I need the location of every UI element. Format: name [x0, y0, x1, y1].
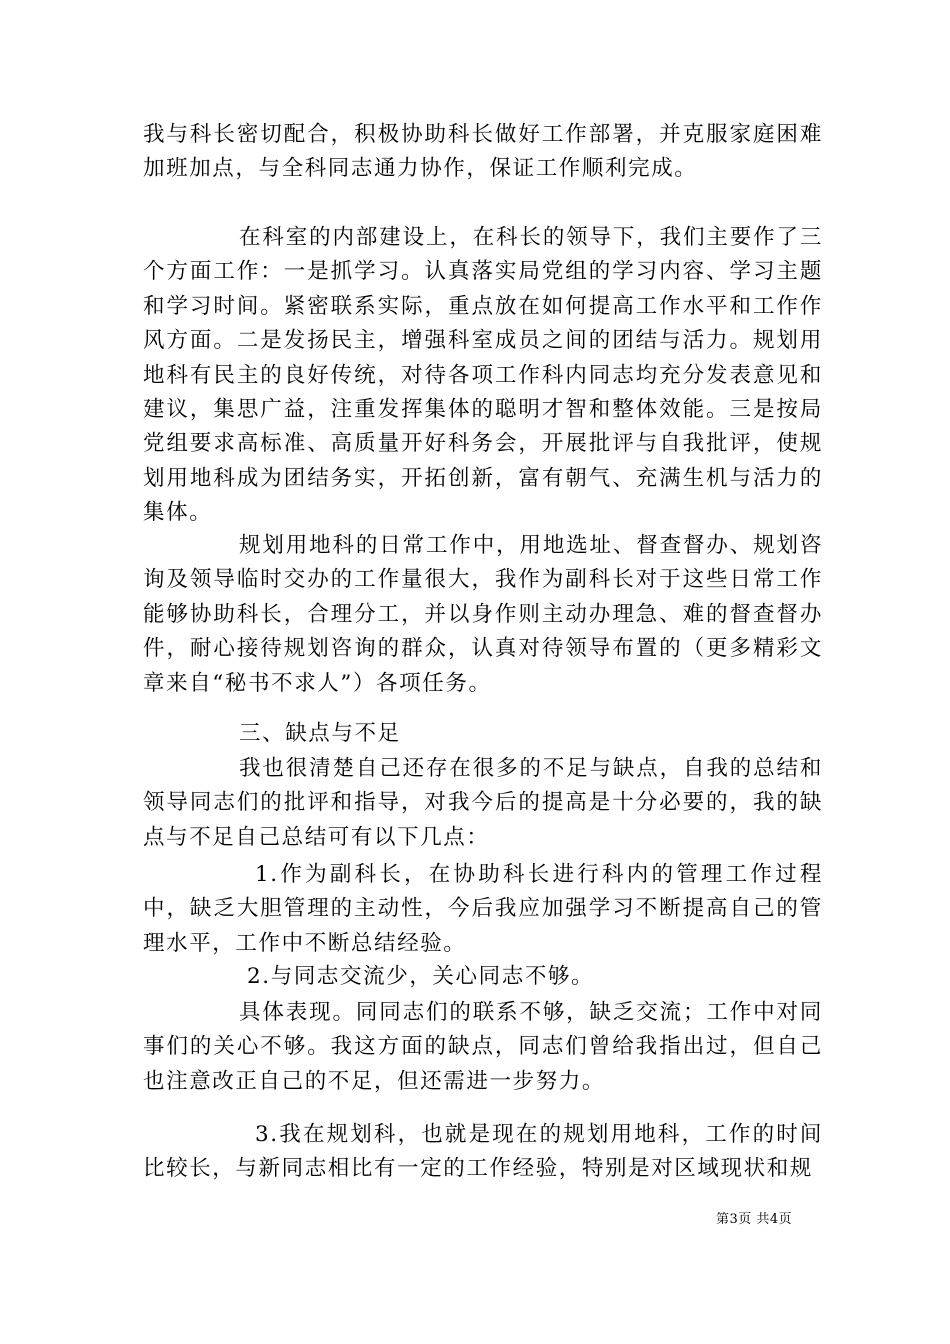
paragraph: 在科室的内部建设上，在科长的领导下，我们主要作了三个方面工作：一是抓学习。认真落实局党组的学习内容、学习主题和学习时间。紧密联系实际，重点放在如何提高工作水平和工作作风方面。二是发扬民主，增强科室成员之间的团结与活力。规划用地科有民主的良好传统，对待各项工作科内同志均充分发表意见和建议，集思广益，注重发挥集体的聪明才智和整体效能。三是按局党组要求高标准、高质量开好科务会，开展批评与自我批评，使规划用地科成为团结务实，开拓创新，富有朝气、充满生机与活力的集体。 — [143, 225, 823, 526]
paragraph: 我与科长密切配合，积极协助科长做好工作部署，并克服家庭困难加班加点，与全科同志通力协作，保证工作顺利完成。 — [143, 122, 823, 182]
list-item: 1.作为副科长，在协助科长进行科内的管理工作过程中，缺乏大胆管理的主动性，今后我应加强学习不断提高自己的管理水平，工作中不断总结经验。 — [143, 862, 823, 956]
list-item-2 — [143, 960, 823, 994]
section-heading — [143, 717, 823, 751]
paragraph-continuation — [143, 118, 823, 187]
paragraph-daily-work — [143, 529, 823, 701]
list-item-1 — [143, 858, 823, 961]
paragraph: 我也很清楚自己还存在很多的不足与缺点，自我的总结和领导同志们的批评和指导，对我今后的提高是十分必要的，我的缺点与不足自己总结可有以下几点： — [143, 756, 823, 850]
list-item: 2.与同志交流少，关心同志不够。 — [247, 964, 595, 989]
paragraph: 具体表现。同同志们的联系不够，缺乏交流；工作中对同事们的关心不够。我这方面的缺点，同志们曾给我指出过，但自己也注意改正自己的不足，但还需进一步努力。 — [143, 1000, 823, 1094]
paragraph-details — [143, 996, 823, 1099]
paragraph: 规划用地科的日常工作中，用地选址、督查督办、规划咨询及领导临时交办的工作量很大，我作为副科长对于这些日常工作能够协助科长，合理分工，并以身作则主动办理急、难的督查督办件，耐心接待规划咨询的群众，认真对待领导布置的（更多精彩文章来自“秘书不求人”）各项任务。 — [143, 533, 823, 696]
list-item-3 — [143, 1118, 823, 1187]
paragraph-self-assessment — [143, 752, 823, 855]
paragraph-internal-building — [143, 221, 823, 531]
list-item: 3.我在规划科，也就是现在的规划用地科，工作的时间比较长，与新同志相比有一定的工作经验，特别是对区域现状和规 — [143, 1122, 823, 1182]
heading-shortcomings: 三、缺点与不足 — [239, 721, 401, 746]
page-number: 第3页 共4页 — [716, 1212, 793, 1227]
